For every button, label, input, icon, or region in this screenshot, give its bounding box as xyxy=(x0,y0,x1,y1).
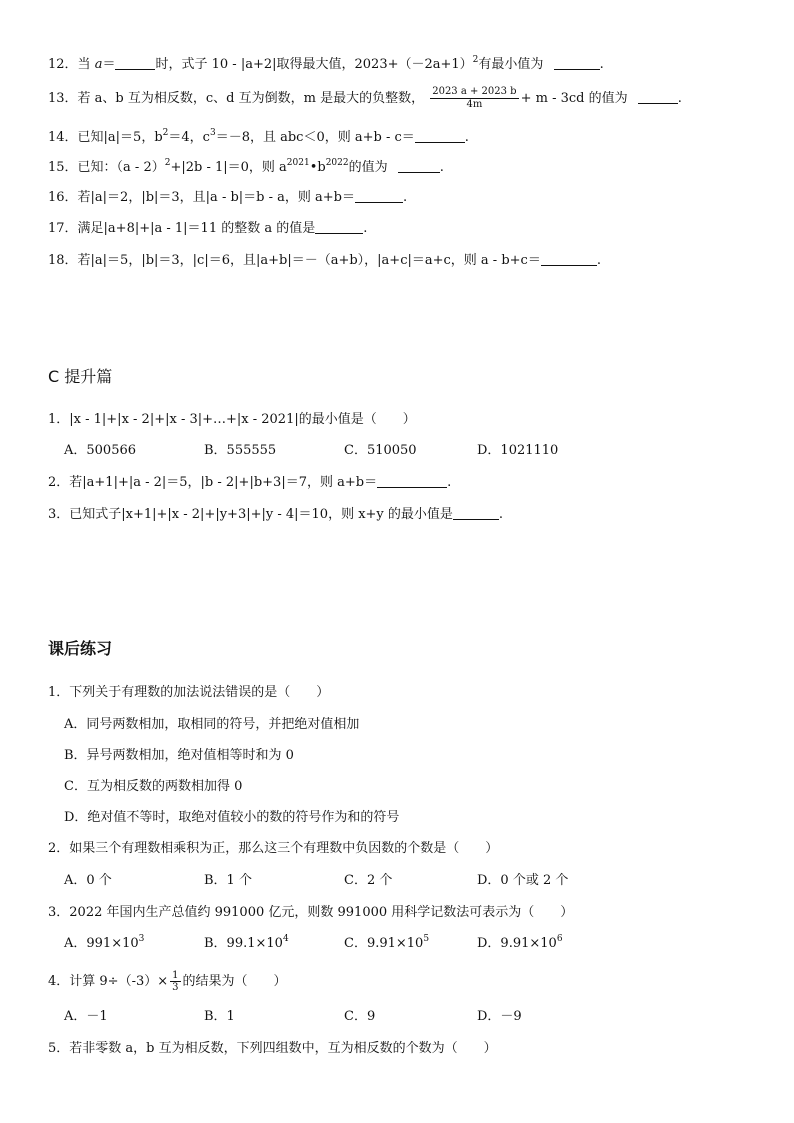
p16-end: . xyxy=(403,190,408,205)
hw-q1-option-a[interactable]: A．同号两数相加，取相同的符号，并把绝对值相加 xyxy=(64,717,360,732)
hw-q4-frac-num: 1 xyxy=(172,970,179,981)
hw-q1-option-b[interactable]: B．异号两数相加，绝对值相等时和为 0 xyxy=(64,748,294,763)
p12-text-2: 取得最大值，2023+（－2a+1） xyxy=(276,57,473,72)
hw-q3-option-a[interactable] xyxy=(64,935,204,953)
p15-text-4: 的值为 xyxy=(348,160,388,175)
c-q1-option-a[interactable]: A．500566 xyxy=(64,443,137,458)
problem-17 xyxy=(48,220,367,238)
c-q2-text: 2．若|a+1|+|a - 2|＝5，|b - 2|+|b+3|＝7，则 a+b＝ xyxy=(48,475,378,490)
c-q2-blank[interactable] xyxy=(377,474,447,488)
p16-blank[interactable] xyxy=(355,189,403,203)
c-question-3 xyxy=(48,506,503,524)
c-question-2 xyxy=(48,474,451,492)
c-q3-text: 3．已知式子|x+1|+|x - 2|+|y+3|+|y - 4|＝10，则 x+y 的最小值是 xyxy=(48,507,453,522)
p17-end: . xyxy=(363,221,368,236)
p18-text: 18．若|a|＝5，|b|＝3，|c|＝6，且|a+b|＝－（a+b），|a+c|＝a+c，则 a - b+c＝ xyxy=(48,253,541,268)
hw-q3-option-b[interactable] xyxy=(204,935,344,953)
p12-eq: ＝ xyxy=(102,57,116,72)
c-q1-option-c[interactable]: C．510050 xyxy=(344,443,417,458)
p13-frac-num: 2023 a + 2023 b xyxy=(432,86,517,97)
hw-question-2: 2．如果三个有理数相乘积为正，那么这三个有理数中负因数的个数是（ ） xyxy=(48,841,499,856)
c-q1-option-d[interactable]: D．1021110 xyxy=(477,443,559,458)
hw-q3-b-base: B．99.1×10 xyxy=(204,936,283,951)
p12-number: 12．当 xyxy=(48,57,91,72)
hw-q1-option-c[interactable]: C．互为相反数的两数相加得 0 xyxy=(64,779,243,794)
p14-text-2: ＝4，c xyxy=(168,130,210,145)
hw-q2-option-d[interactable]: D．0 个或 2 个 xyxy=(477,873,569,888)
p12-var: a xyxy=(94,57,103,72)
hw-q2-option-c[interactable]: C．2 个 xyxy=(344,873,393,888)
c-q2-end: . xyxy=(447,475,452,490)
problem-12 xyxy=(48,56,604,74)
hw-q2-options xyxy=(64,872,568,890)
hw-q3-options xyxy=(64,935,563,953)
hw-question-5: 5．若非零数 a，b 互为相反数，下列四组数中，互为相反数的个数为（ ） xyxy=(48,1041,497,1056)
hw-q3-b-exp: 4 xyxy=(282,934,289,944)
p14-sup-2: 3 xyxy=(209,128,216,138)
section-c-title: C 提升篇 xyxy=(48,367,113,386)
c-q3-blank[interactable] xyxy=(453,506,499,520)
hw-q3-d-base: D．9.91×10 xyxy=(477,936,557,951)
p12-expr: |a+2| xyxy=(240,57,277,72)
hw-q3-option-c[interactable] xyxy=(344,935,477,953)
hw-question-4 xyxy=(48,970,287,993)
p13-frac-den: 4m xyxy=(466,99,483,110)
c-q1-option-b[interactable]: B．555555 xyxy=(204,443,277,458)
p12-end: . xyxy=(599,57,604,72)
problem-13 xyxy=(48,86,682,111)
p12-sup: 2 xyxy=(472,55,479,65)
p13-text-1: 13．若 a、b 互为相反数，c、d 互为倒数，m 是最大的负整数， xyxy=(48,91,425,106)
p13-fraction xyxy=(430,86,518,111)
p16-text: 16．若|a|＝2，|b|＝3，且|a - b|＝b - a，则 a+b＝ xyxy=(48,190,355,205)
c-q1-options xyxy=(64,442,558,460)
hw-q4-fraction xyxy=(170,970,180,993)
hw-q4-text-2: 的结果为（ ） xyxy=(182,974,287,989)
p15-sup-2: 2021 xyxy=(286,158,310,168)
p17-text: 17．满足|a+8|+|a - 1|＝11 的整数 a 的值是 xyxy=(48,221,316,236)
p14-text-1: 14．已知|a|＝5，b xyxy=(48,130,163,145)
p12-blank-1[interactable] xyxy=(115,56,155,70)
p17-blank[interactable] xyxy=(315,220,363,234)
hw-q4-option-a[interactable]: A．－1 xyxy=(64,1009,108,1024)
p13-text-2: + m - 3cd 的值为 xyxy=(520,91,628,106)
problem-18 xyxy=(48,252,601,270)
p15-blank[interactable] xyxy=(398,159,440,173)
p12-text-1: 时，式子 10 - xyxy=(155,57,237,72)
hw-q4-frac-den: 3 xyxy=(172,982,179,993)
hw-q3-a-base: A．991×10 xyxy=(64,936,139,951)
hw-q3-c-exp: 5 xyxy=(423,934,430,944)
hw-q1-option-d[interactable]: D．绝对值不等时，取绝对值较小的数的符号作为和的符号 xyxy=(64,810,400,825)
hw-q4-option-d[interactable]: D．－9 xyxy=(477,1009,522,1024)
p14-text-3: ＝－8，且 abc＜0，则 a+b - c＝ xyxy=(215,130,415,145)
homework-title: 课后练习 xyxy=(48,639,113,658)
hw-q2-option-b[interactable]: B．1 个 xyxy=(204,873,252,888)
p15-text-2: +|2b - 1|＝0，则 a xyxy=(170,160,287,175)
p15-sup-3: 2022 xyxy=(325,158,349,168)
c-q3-end: . xyxy=(498,507,504,522)
p14-blank[interactable] xyxy=(415,129,465,143)
problem-16 xyxy=(48,189,407,207)
hw-q3-d-exp: 6 xyxy=(556,934,563,944)
hw-q4-options xyxy=(64,1008,522,1026)
hw-q2-option-a[interactable]: A．0 个 xyxy=(64,873,112,888)
p15-end: . xyxy=(439,160,444,175)
hw-q4-option-c[interactable]: C．9 xyxy=(344,1009,376,1024)
p18-blank[interactable] xyxy=(541,252,597,266)
p12-text-3: 有最小值为 xyxy=(478,57,544,72)
hw-q3-option-d[interactable] xyxy=(477,936,563,951)
p14-end: . xyxy=(464,130,469,145)
hw-q4-option-b[interactable]: B．1 xyxy=(204,1009,235,1024)
p18-end: . xyxy=(596,253,601,268)
p14-sup-1: 2 xyxy=(162,128,169,138)
hw-q3-a-exp: 3 xyxy=(138,934,145,944)
p13-end: . xyxy=(677,91,682,106)
hw-question-3: 3．2022 年国内生产总值约 991000 亿元，则数 991000 用科学记数法可表示为（ ） xyxy=(48,905,574,920)
problem-14 xyxy=(48,129,469,147)
p15-text-3: •b xyxy=(309,160,326,175)
p15-sup-1: 2 xyxy=(164,158,171,168)
hw-q4-text-1: 4．计算 9÷（-3）× xyxy=(48,974,169,989)
hw-q3-c-base: C．9.91×10 xyxy=(344,936,424,951)
problem-15 xyxy=(48,159,444,177)
p15-text-1: 15．已知：（a - 2） xyxy=(48,160,165,175)
c-question-1: 1．|x - 1|+|x - 2|+|x - 3|+…+|x - 2021|的最小值是（ ） xyxy=(48,412,416,427)
p13-blank[interactable] xyxy=(638,90,678,104)
p12-blank-2[interactable] xyxy=(554,56,600,70)
hw-question-1: 1．下列关于有理数的加法说法错误的是（ ） xyxy=(48,685,330,700)
